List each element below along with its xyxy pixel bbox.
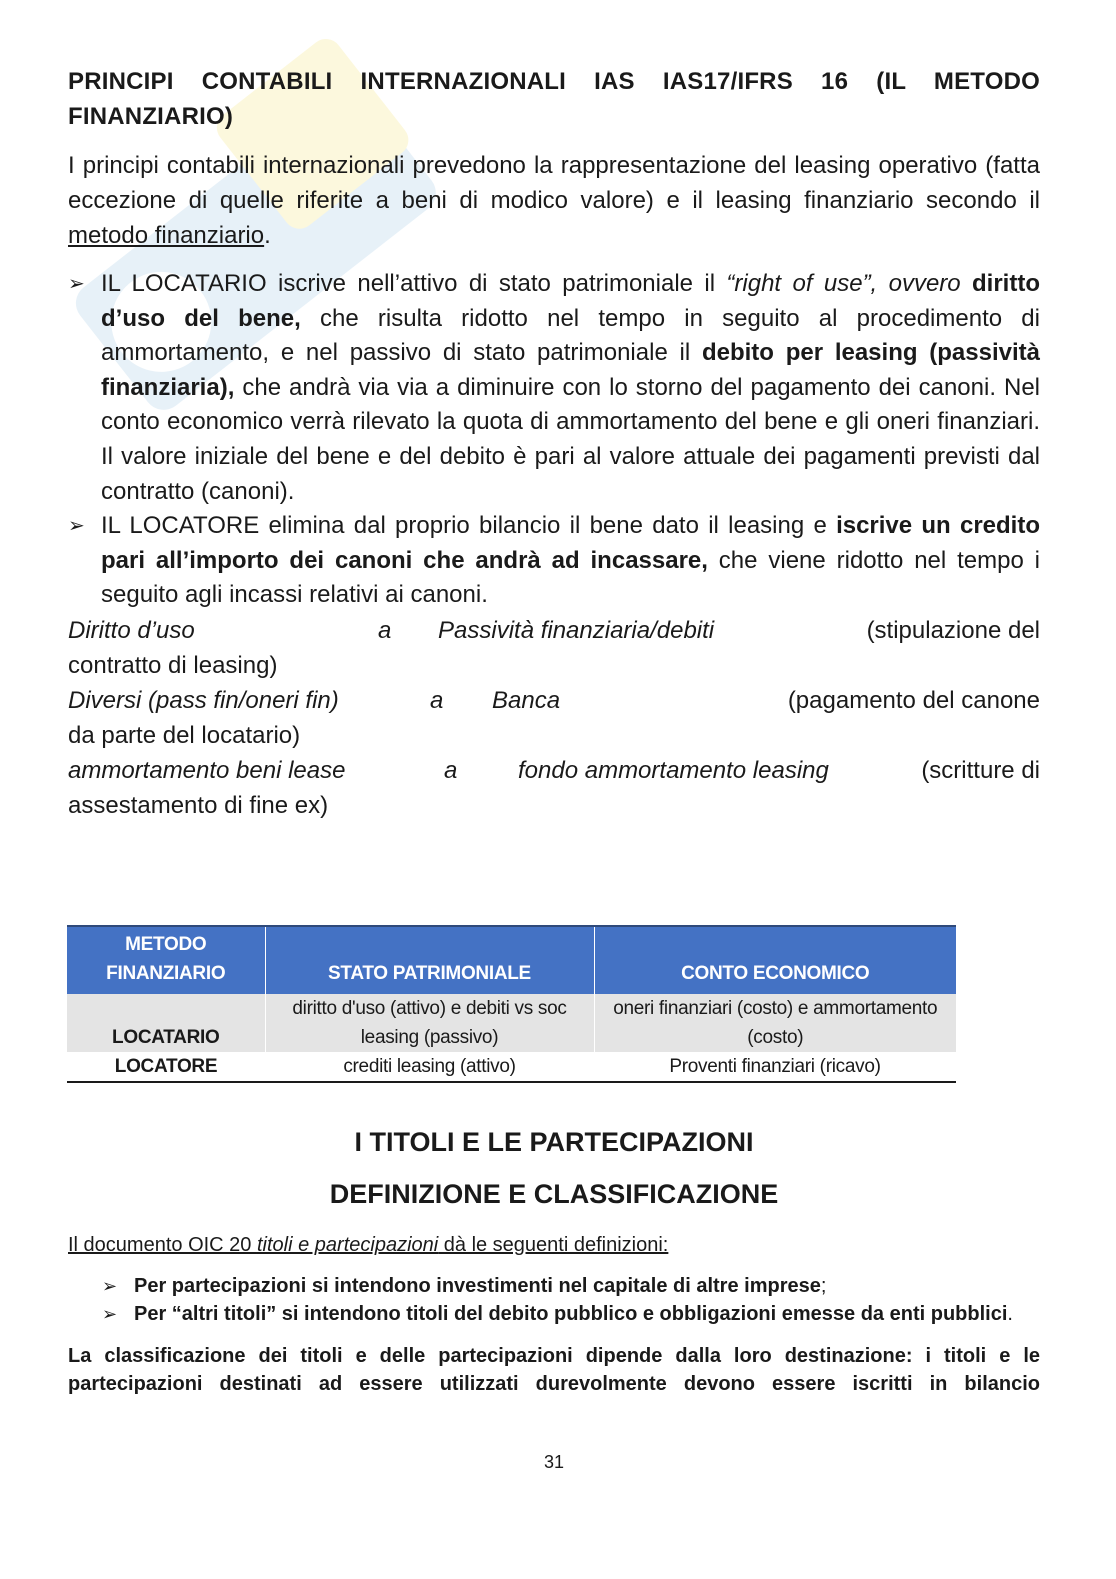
- journal-entry-1: Diritto d’uso a Passività finanziaria/debiti (stipulazione del contratto di leasing): [68, 616, 1040, 679]
- section-title: I TITOLI E LE PARTECIPAZIONI: [354, 1127, 754, 1157]
- oic-intro: Il documento OIC 20 titoli e partecipazioni dà le seguenti definizioni:: [68, 1234, 669, 1256]
- table-header-conto-economico: CONTO ECONOMICO: [594, 926, 956, 994]
- section-subtitle: DEFINIZIONE E CLASSIFICAZIONE: [329, 1179, 779, 1209]
- table-header-stato-patrimoniale: STATO PATRIMONIALE: [265, 926, 594, 994]
- closing-paragraph: La classificazione dei titoli e delle partecipazioni dipende dalla loro destinazione: i titoli e le partecipazioni destinati ad essere utilizzati durevolmente devono essere iscritti in bilancio: [68, 1345, 1040, 1395]
- definition-partecipazioni: ➢ Per partecipazioni si intendono investimenti nel capitale di altre imprese;: [68, 1272, 1040, 1300]
- page-heading: PRINCIPI CONTABILI INTERNAZIONALI IAS IAS17/IFRS 16 (IL METODO FINANZIARIO): [68, 68, 1040, 130]
- bullet-locatario: ➢ IL LOCATARIO iscrive nell’attivo di stato patrimoniale il “right of use”, ovvero diritto d’uso del bene, che risulta ridotto nel tempo in seguito al procedimento di ammortamento, e nel passivo di stato patrimoniale il debito per leasing (passività finanziaria), che andrà via via a diminuire con lo storno del pagamento dei canoni. Nel conto economico verrà rilevato la quota di ammortamento del bene e gli oneri finanziari. Il valore iniziale del bene e del debito è pari al valore attuale dei pagamenti previsti dal contratto (canoni).: [68, 267, 1040, 509]
- arrow-bullet-icon: ➢: [68, 273, 85, 295]
- metodo-finanziario-link[interactable]: metodo finanziario: [68, 222, 265, 249]
- definition-altri-titoli: ➢ Per “altri titoli” si intendono titoli del debito pubblico e obbligazioni emesse da enti pubblici.: [68, 1300, 1040, 1328]
- arrow-bullet-icon: ➢: [102, 1276, 118, 1296]
- journal-entry-3: ammortamento beni lease a fondo ammortamento leasing (scritture di assestamento di fine ex): [68, 756, 1040, 819]
- table-row: LOCATORE crediti leasing (attivo) Proventi finanziari (ricavo): [67, 1052, 956, 1082]
- intro-paragraph: I principi contabili internazionali prevedono la rappresentazione del leasing operativo (fatta eccezione di quelle riferite a beni di modico valore) e il leasing finanziario secondo il metodo finanziario.: [68, 152, 1040, 249]
- arrow-bullet-icon: ➢: [68, 515, 85, 538]
- table-row: LOCATARIO diritto d'uso (attivo) e debiti vs soc leasing (passivo) oneri finanziari (costo) e ammortamento (costo): [67, 994, 956, 1052]
- arrow-bullet-icon: ➢: [102, 1304, 118, 1324]
- table-header-metodo: METODO FINANZIARIO: [67, 926, 265, 994]
- metodo-finanziario-table: [67, 925, 956, 1083]
- bullet-locatore: ➢ IL LOCATORE elimina dal proprio bilancio il bene dato il leasing e iscrive un credito pari all’importo dei canoni che andrà ad incassare, che viene ridotto nel tempo i seguito agli incassi relativi ai canoni.: [68, 509, 1040, 613]
- page-number: 31: [543, 1452, 565, 1472]
- journal-entry-2: Diversi (pass fin/oneri fin) a Banca (pagamento del canone da parte del locatario): [68, 686, 1040, 749]
